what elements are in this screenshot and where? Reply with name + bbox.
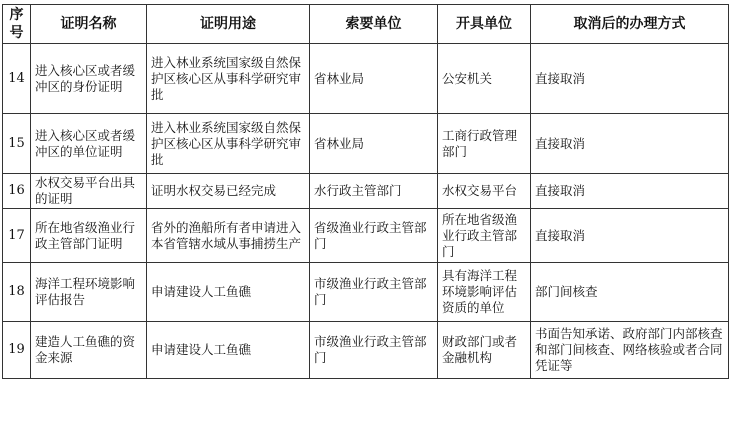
header-agency: 索要单位 <box>310 5 438 44</box>
table-row <box>3 44 729 114</box>
cell-no: 14 <box>3 44 31 114</box>
header-name: 证明名称 <box>31 5 147 44</box>
cell-no: 18 <box>3 263 31 322</box>
table-header <box>3 5 729 44</box>
cell-purpose: 申请建设人工鱼礁 <box>147 263 310 322</box>
cell-issuer: 水权交易平台 <box>438 174 531 209</box>
header-method: 取消后的办理方式 <box>531 5 729 44</box>
cell-name: 进入核心区或者缓冲区的单位证明 <box>31 114 147 174</box>
cell-agency: 水行政主管部门 <box>310 174 438 209</box>
header-no: 序号 <box>3 5 31 44</box>
cell-agency: 省林业局 <box>310 114 438 174</box>
cell-purpose: 申请建设人工鱼礁 <box>147 322 310 379</box>
cell-issuer: 财政部门或者金融机构 <box>438 322 531 379</box>
cell-no: 19 <box>3 322 31 379</box>
table-row <box>3 174 729 209</box>
cell-purpose: 省外的渔船所有者申请进入本省管辖水域从事捕捞生产 <box>147 209 310 263</box>
table-row <box>3 263 729 322</box>
cell-agency: 市级渔业行政主管部门 <box>310 322 438 379</box>
cell-method: 直接取消 <box>531 114 729 174</box>
cell-agency: 省级渔业行政主管部门 <box>310 209 438 263</box>
cell-method: 直接取消 <box>531 174 729 209</box>
cell-no: 16 <box>3 174 31 209</box>
cell-agency: 市级渔业行政主管部门 <box>310 263 438 322</box>
cell-no: 17 <box>3 209 31 263</box>
cell-agency: 省林业局 <box>310 44 438 114</box>
cell-name: 水权交易平台出具的证明 <box>31 174 147 209</box>
cell-issuer: 所在地省级渔业行政主管部门 <box>438 209 531 263</box>
cell-no: 15 <box>3 114 31 174</box>
cell-issuer: 公安机关 <box>438 44 531 114</box>
cell-purpose: 进入林业系统国家级自然保护区核心区从事科学研究审批 <box>147 44 310 114</box>
table-row <box>3 114 729 174</box>
cell-method: 书面告知承诺、政府部门内部核查和部门间核查、网络核验或者合同凭证等 <box>531 322 729 379</box>
cell-method: 直接取消 <box>531 44 729 114</box>
header-purpose: 证明用途 <box>147 5 310 44</box>
header-row <box>3 5 729 44</box>
cell-method: 直接取消 <box>531 209 729 263</box>
table-row <box>3 322 729 379</box>
cell-name: 海洋工程环境影响评估报告 <box>31 263 147 322</box>
cell-method: 部门间核查 <box>531 263 729 322</box>
cell-name: 建造人工鱼礁的资金来源 <box>31 322 147 379</box>
cell-name: 进入核心区或者缓冲区的身份证明 <box>31 44 147 114</box>
cell-issuer: 工商行政管理部门 <box>438 114 531 174</box>
cell-name: 所在地省级渔业行政主管部门证明 <box>31 209 147 263</box>
table-body <box>3 44 729 379</box>
table-row <box>3 209 729 263</box>
cell-purpose: 证明水权交易已经完成 <box>147 174 310 209</box>
cell-purpose: 进入林业系统国家级自然保护区核心区从事科学研究审批 <box>147 114 310 174</box>
header-issuer: 开具单位 <box>438 5 531 44</box>
certificate-table <box>2 4 729 379</box>
cell-issuer: 具有海洋工程环境影响评估资质的单位 <box>438 263 531 322</box>
